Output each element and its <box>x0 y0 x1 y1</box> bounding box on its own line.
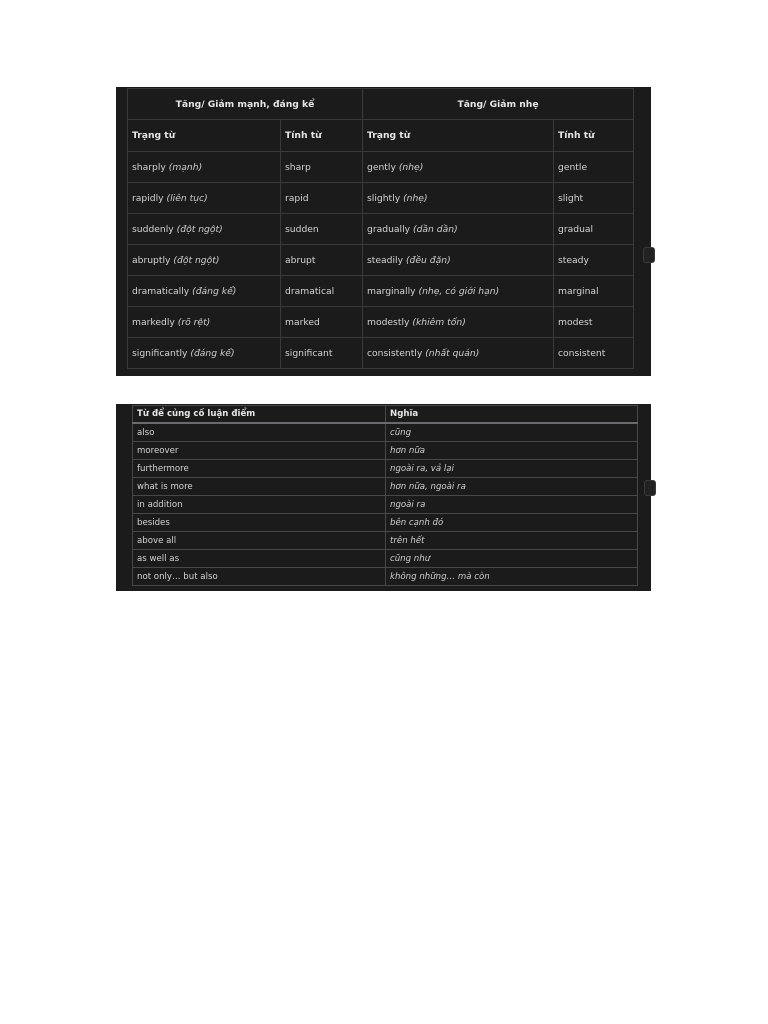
adjective-slight-cell <box>554 307 634 338</box>
meaning-cell: trên hết <box>386 532 638 550</box>
adverb-word: abruptly <box>132 254 171 266</box>
adverb-slight-cell <box>363 245 554 276</box>
adverb-meaning: (liên tục) <box>166 192 208 204</box>
linking-table-body <box>133 423 638 586</box>
adjective-word: modest <box>558 316 593 328</box>
adjective-word: sharp <box>285 161 311 173</box>
linking-words-table <box>132 405 638 586</box>
adjective-strong-cell <box>281 276 363 307</box>
col-header-meaning: Nghĩa <box>386 406 638 424</box>
linking-word-cell: moreover <box>133 442 386 460</box>
table-scroll-handle[interactable] <box>643 247 655 263</box>
adjective-slight-cell <box>554 338 634 369</box>
adverb-strong-cell <box>128 338 281 369</box>
trend-vocabulary-table <box>127 88 634 369</box>
table-row <box>128 214 634 245</box>
meaning-cell: bên cạnh đó <box>386 514 638 532</box>
adjective-slight-cell <box>554 152 634 183</box>
adjective-word: steady <box>558 254 589 266</box>
adverb-slight-cell <box>363 152 554 183</box>
adverb-meaning: (đáng kể) <box>192 285 237 297</box>
adjective-slight-cell <box>554 214 634 245</box>
meaning-cell: ngoài ra <box>386 496 638 514</box>
adverb-meaning: (nhẹ) <box>403 192 428 204</box>
adjective-slight-cell <box>554 276 634 307</box>
adverb-word: suddenly <box>132 223 174 235</box>
adverb-meaning: (đột ngột) <box>173 254 220 266</box>
adverb-strong-cell <box>128 183 281 214</box>
adjective-word: gentle <box>558 161 588 173</box>
table-row <box>128 183 634 214</box>
linking-word-cell: in addition <box>133 496 386 514</box>
table-row <box>133 496 638 514</box>
table-row <box>133 423 638 442</box>
adjective-word: rapid <box>285 192 309 204</box>
adjective-word: consistent <box>558 347 606 359</box>
table-row <box>133 460 638 478</box>
col-header-adjective-slight: Tính từ <box>554 120 634 152</box>
col-header-linking-word: Từ để củng cố luận điểm <box>133 406 386 424</box>
adverb-meaning: (nhẹ) <box>398 161 424 173</box>
linking-word-cell: not only… but also <box>133 568 386 586</box>
table-row <box>128 152 634 183</box>
adjective-word: significant <box>285 347 333 359</box>
group-header-strong: Tăng/ Giảm mạnh, đáng kể <box>128 89 363 120</box>
group-header-row <box>128 89 634 120</box>
adjective-word: dramatical <box>285 285 335 297</box>
table-row <box>128 338 634 369</box>
adjective-strong-cell <box>281 183 363 214</box>
adverb-meaning: (nhất quán) <box>425 347 480 359</box>
adverb-meaning: (đều đặn) <box>405 254 451 266</box>
linking-words-table-panel <box>116 404 651 591</box>
adverb-word: markedly <box>132 316 175 328</box>
meaning-cell: cũng <box>386 423 638 442</box>
adverb-strong-cell <box>128 152 281 183</box>
adjective-strong-cell <box>281 214 363 245</box>
adverb-strong-cell <box>128 245 281 276</box>
adjective-word: abrupt <box>285 254 316 266</box>
linking-word-cell: above all <box>133 532 386 550</box>
col-header-adjective-strong: Tính từ <box>281 120 363 152</box>
table-row <box>133 568 638 586</box>
adjective-word: marginal <box>558 285 599 297</box>
trend-table-body <box>128 152 634 369</box>
linking-word-cell: also <box>133 423 386 442</box>
adverb-meaning: (đột ngột) <box>176 223 223 235</box>
table-scroll-handle[interactable] <box>644 480 656 496</box>
adverb-meaning: (mạnh) <box>168 161 203 173</box>
adverb-word: marginally <box>367 285 416 297</box>
adjective-strong-cell <box>281 338 363 369</box>
adverb-slight-cell <box>363 276 554 307</box>
adjective-word: gradual <box>558 223 594 235</box>
linking-word-cell: what is more <box>133 478 386 496</box>
comparison-table-panel <box>116 87 651 376</box>
adverb-meaning: (rõ rệt) <box>177 316 211 328</box>
linking-word-cell: furthermore <box>133 460 386 478</box>
adjective-slight-cell <box>554 183 634 214</box>
adjective-word: sudden <box>285 223 319 235</box>
adverb-slight-cell <box>363 338 554 369</box>
adverb-meaning: (nhẹ, có giới hạn) <box>418 285 500 297</box>
meaning-cell: không những… mà còn <box>386 568 638 586</box>
adverb-word: rapidly <box>132 192 164 204</box>
table-row <box>133 478 638 496</box>
adverb-slight-cell <box>363 183 554 214</box>
table-row <box>133 514 638 532</box>
adjective-strong-cell <box>281 307 363 338</box>
adjective-slight-cell <box>554 245 634 276</box>
adverb-slight-cell <box>363 214 554 245</box>
adverb-meaning: (dần dần) <box>413 223 458 235</box>
table-row <box>133 550 638 568</box>
linking-word-cell: besides <box>133 514 386 532</box>
adverb-word: modestly <box>367 316 410 328</box>
meaning-cell: hơn nữa, ngoài ra <box>386 478 638 496</box>
adverb-meaning: (đáng kể) <box>190 347 235 359</box>
table-row <box>128 245 634 276</box>
linking-word-cell: as well as <box>133 550 386 568</box>
group-header-slight: Tăng/ Giảm nhẹ <box>363 89 634 120</box>
adjective-word: marked <box>285 316 320 328</box>
meaning-cell: hơn nữa <box>386 442 638 460</box>
adverb-word: dramatically <box>132 285 190 297</box>
adverb-word: slightly <box>367 192 401 204</box>
linking-header-row <box>133 406 638 424</box>
adverb-strong-cell <box>128 214 281 245</box>
adverb-word: sharply <box>132 161 166 173</box>
col-header-adverb-strong: Trạng từ <box>128 120 281 152</box>
table-row <box>128 307 634 338</box>
adverb-word: consistently <box>367 347 423 359</box>
adverb-word: gently <box>367 161 396 173</box>
adverb-strong-cell <box>128 276 281 307</box>
adverb-slight-cell <box>363 307 554 338</box>
adverb-word: significantly <box>132 347 188 359</box>
adverb-meaning: (khiêm tốn) <box>412 316 466 328</box>
table-row <box>133 532 638 550</box>
adverb-word: steadily <box>367 254 404 266</box>
adjective-strong-cell <box>281 245 363 276</box>
col-header-adverb-slight: Trạng từ <box>363 120 554 152</box>
column-header-row <box>128 120 634 152</box>
adverb-word: gradually <box>367 223 411 235</box>
table-row <box>128 276 634 307</box>
adjective-word: slight <box>558 192 584 204</box>
meaning-cell: ngoài ra, vả lại <box>386 460 638 478</box>
adverb-strong-cell <box>128 307 281 338</box>
meaning-cell: cũng như <box>386 550 638 568</box>
table-row <box>133 442 638 460</box>
adjective-strong-cell <box>281 152 363 183</box>
